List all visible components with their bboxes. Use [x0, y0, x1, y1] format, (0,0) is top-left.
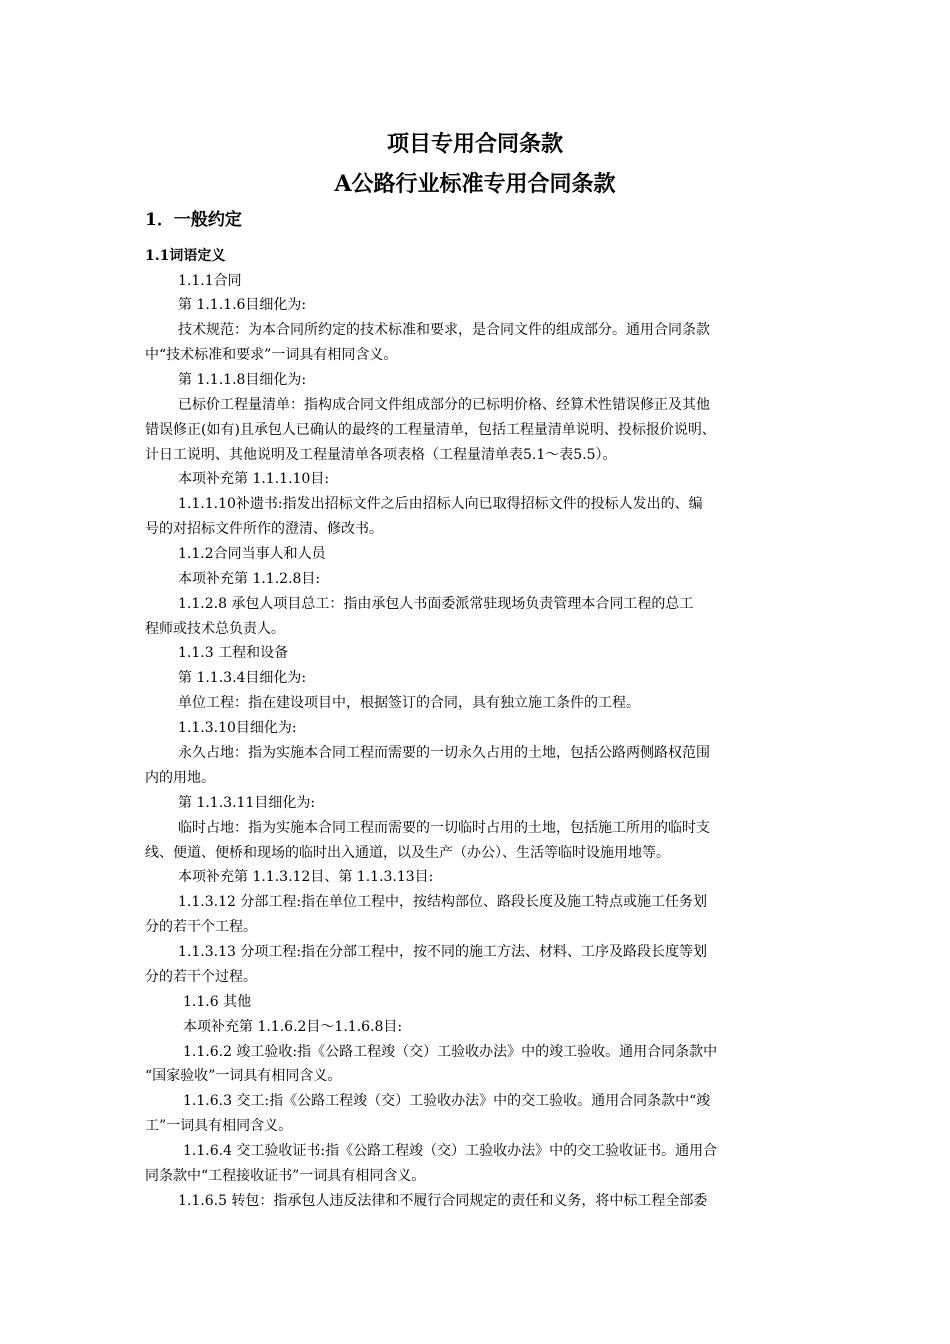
- clause-line: 技术规范：为本合同所约定的技术标准和要求，是合同文件的组成部分。通用合同条款: [178, 322, 710, 338]
- clause-line: 1.1.2合同当事人和人员: [178, 546, 326, 562]
- clause-line: 程师或技术总负责人。: [145, 621, 285, 637]
- clause-line: 计日工说明、其他说明及工程量清单各项表格（工程量清单表5.1～表5.5）。: [145, 447, 617, 463]
- clause-line: 1.1.6.4 交工验收证书:指《公路工程竣（交）工验收办法》中的交工验收证书。通用合: [183, 1143, 718, 1159]
- clause-line: 1.1.6.5 转包：指承包人违反法律和不履行合同规定的责任和义务，将中标工程全部委: [178, 1193, 708, 1209]
- clause-line: 同条款中“工程接收证书”一词具有相同含义。: [145, 1168, 426, 1184]
- clause-line: 第 1.1.1.6目细化为:: [178, 297, 307, 313]
- clause-line: 1.1.3.13 分项工程:指在分部工程中，按不同的施工方法、材料、工序及路段长度等划: [178, 944, 708, 960]
- clause-line: 临时占地：指为实施本合同工程而需要的一切临时占用的土地，包括施工所用的临时支: [178, 820, 710, 836]
- clause-line: 分的若干个过程。: [145, 969, 257, 985]
- clause-line: 1.1.6.3 交工:指《公路工程竣（交）工验收办法》中的交工验收。通用合同条款中“竣: [183, 1093, 711, 1109]
- clause-line: 本项补充第 1.1.6.2目～1.1.6.8目:: [183, 1019, 403, 1035]
- clause-line: 中“技术标准和要求”一词具有相同含义。: [145, 347, 398, 363]
- clause-line: 已标价工程量清单：指构成合同文件组成部分的已标明价格、经算术性错误修正及其他: [178, 397, 710, 413]
- clause-line: 工”一词具有相同含义。: [145, 1118, 293, 1134]
- clause-line: 第 1.1.3.11目细化为:: [178, 795, 316, 811]
- section-heading-general: 1．一般约定: [145, 210, 242, 230]
- clause-line: 1.1.6.2 竣工验收:指《公路工程竣（交）工验收办法》中的竣工验收。通用合同条款中: [183, 1044, 718, 1060]
- clause-line: 永久占地：指为实施本合同工程而需要的一切永久占用的土地，包括公路两侧路权范围: [178, 745, 710, 761]
- clause-line: 1.1.1.10补遗书:指发出招标文件之后由招标人向已取得招标文件的投标人发出的、编: [178, 496, 703, 512]
- clause-line: 错误修正(如有)且承包人已确认的最终的工程量清单，包括工程量清单说明、投标报价说明、: [145, 422, 716, 438]
- subsection-heading-definitions: 1.1词语定义: [145, 248, 226, 264]
- clause-line: 本项补充第 1.1.1.10目:: [178, 471, 330, 487]
- clause-line: 第 1.1.1.8目细化为:: [178, 372, 307, 388]
- clause-line: 内的用地。: [145, 770, 215, 786]
- document-subtitle: A公路行业标准专用合同条款: [334, 171, 616, 197]
- clause-line: “国家验收”一词具有相同含义。: [145, 1068, 342, 1084]
- clause-line: 1.1.1合同: [178, 273, 242, 289]
- clause-line: 1.1.3.12 分部工程:指在单位工程中，按结构部位、路段长度及施工特点或施工任务划: [178, 894, 708, 910]
- clause-line: 线、便道、便桥和现场的临时出入通道，以及生产（办公）、生活等临时设施用地等。: [145, 845, 670, 861]
- clause-line: 本项补充第 1.1.3.12目、第 1.1.3.13目:: [178, 869, 434, 885]
- clause-line: 单位工程：指在建设项目中，根据签订的合同，具有独立施工条件的工程。: [178, 695, 640, 711]
- clause-line: 本项补充第 1.1.2.8目:: [178, 571, 321, 587]
- clause-line: 分的若干个工程。: [145, 919, 257, 935]
- clause-line: 1.1.3.10目细化为:: [178, 720, 297, 736]
- clause-line: 第 1.1.3.4目细化为:: [178, 670, 307, 686]
- document-title: 项目专用合同条款: [386, 131, 563, 157]
- clause-line: 号的对招标文件所作的澄清、修改书。: [145, 521, 383, 537]
- clause-line: 1.1.3 工程和设备: [178, 645, 289, 661]
- clause-line: 1.1.6 其他: [183, 994, 252, 1010]
- clause-line: 1.1.2.8 承包人项目总工：指由承包人书面委派常驻现场负责管理本合同工程的总工: [178, 596, 694, 612]
